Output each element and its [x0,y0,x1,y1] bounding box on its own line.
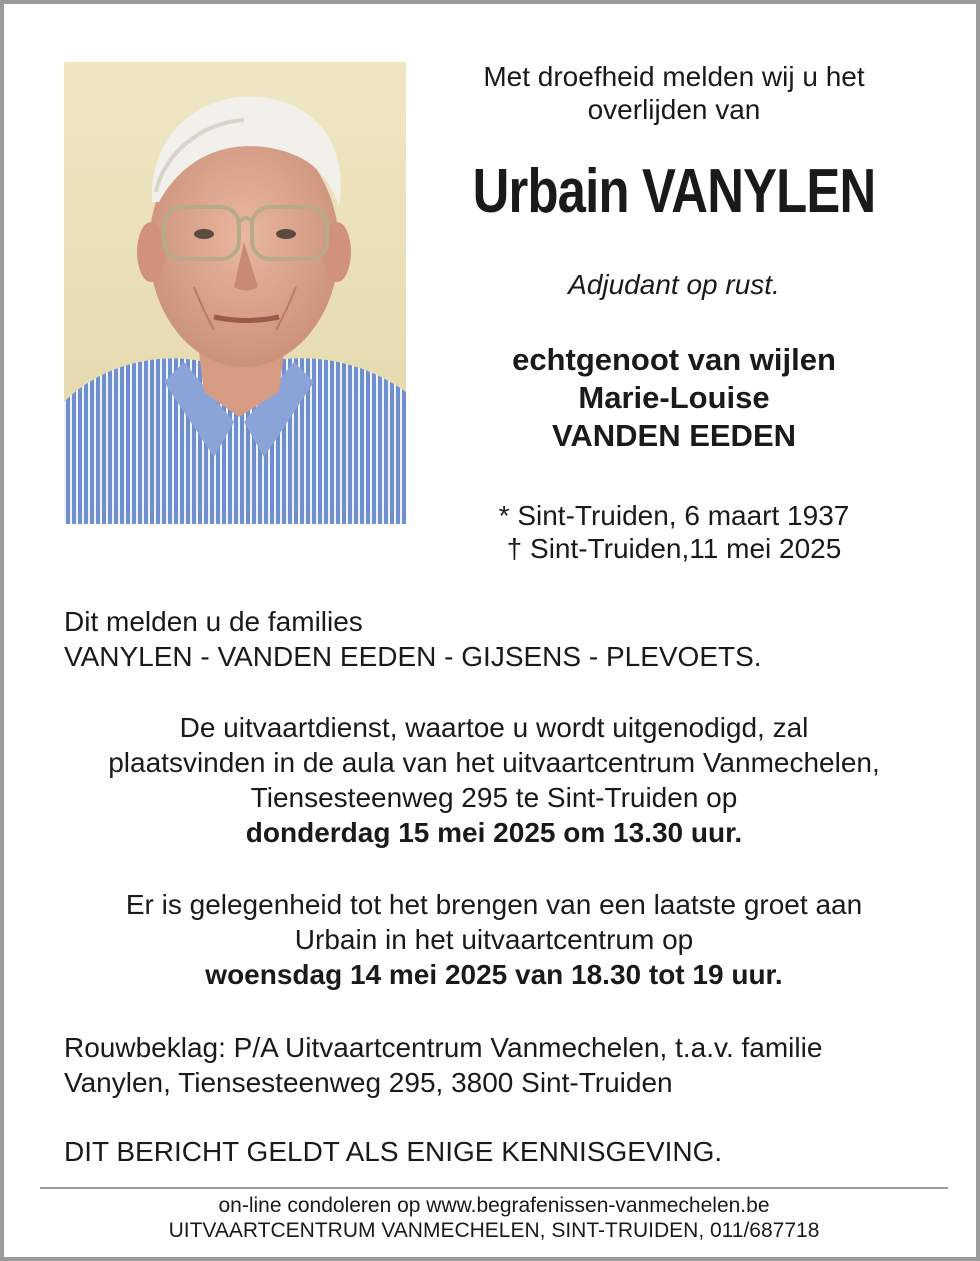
families-names: VANYLEN - VANDEN EEDEN - GIJSENS - PLEVOETS. [64,641,762,672]
spouse-info [424,341,924,455]
death-date: † Sint-Truiden,11 mei 2025 [506,533,842,564]
birth-date: * Sint-Truiden, 6 maart 1937 [498,500,850,531]
funeral-line-2: plaatsvinden in de aula van het uitvaartcentrum Vanmechelen, [108,747,880,778]
spouse-line-3: VANDEN EEDEN [551,418,797,453]
portrait-photo [64,62,406,524]
funeral-datetime: donderdag 15 mei 2025 om 13.30 uur. [245,817,743,848]
funeral-section [44,710,944,850]
visitation-section [44,887,944,992]
footer-contact: UITVAARTCENTRUM VANMECHELEN, SINT-TRUIDEN, 011/687718 [168,1219,820,1242]
intro-text [424,60,924,126]
condolence-address [64,1030,924,1100]
footer-website: on-line condoleren op www.begrafenissen-vanmechelen.be [218,1194,770,1217]
funeral-line-1: De uitvaartdienst, waartoe u wordt uitgenodigd, zal [179,712,809,743]
footer-divider [40,1187,948,1189]
deceased-name: Urbain VANYLEN [472,157,876,226]
condolence-line-1: Rouwbeklag: P/A Uitvaartcentrum Vanmechelen, t.a.v. familie [64,1032,823,1063]
families-intro: Dit melden u de families [64,606,363,637]
life-dates [424,499,924,565]
visitation-line-2: Urbain in het uitvaartcentrum op [294,924,694,955]
spouse-line-1: echtgenoot van wijlen [512,342,836,377]
deceased-title: Adjudant op rust. [568,269,780,300]
condolence-line-2: Vanylen, Tiensesteenweg 295, 3800 Sint-Truiden [64,1067,673,1098]
families-section [64,604,924,674]
intro-line-1: Met droefheid melden wij u het [483,61,865,92]
portrait-illustration [64,62,406,524]
intro-line-2: overlijden van [587,94,761,125]
spouse-line-2: Marie-Louise [578,380,770,415]
funeral-line-3: Tiensesteenweg 295 te Sint-Truiden op [250,782,738,813]
visitation-datetime: woensdag 14 mei 2025 van 18.30 tot 19 uur. [205,959,783,990]
visitation-line-1: Er is gelegenheid tot het brengen van een laatste groet aan [125,889,863,920]
notice-text: DIT BERICHT GELDT ALS ENIGE KENNISGEVING. [64,1136,723,1167]
footer [40,1193,948,1243]
